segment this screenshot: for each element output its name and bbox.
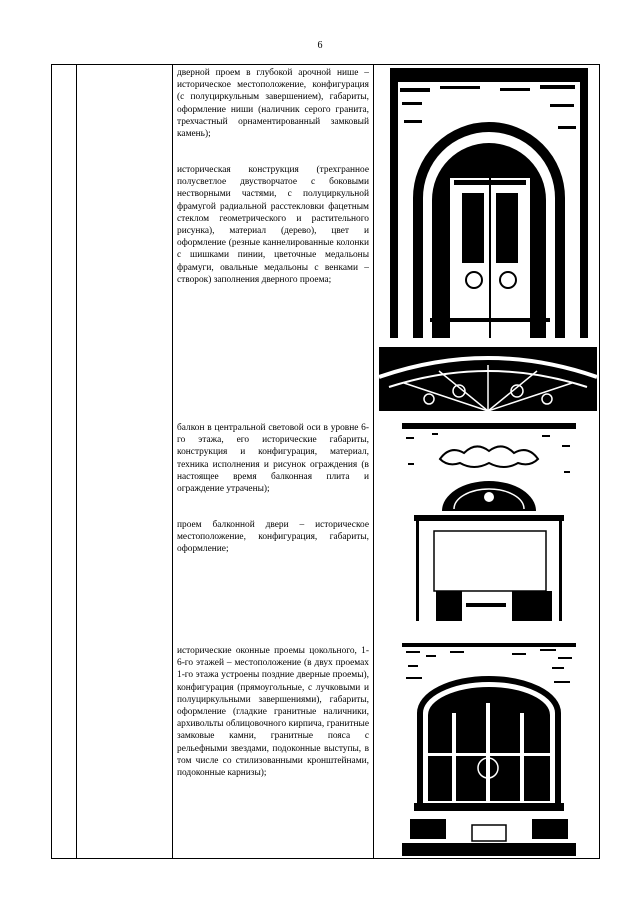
photo-balcony-door: [402, 423, 576, 621]
paragraph-doorway: дверной проем в глубокой арочной нише – историческое местоположение, конфигурация (с полуциркульным завершением), габариты, оформление ниши (наличник серого гранита, трехчастный орнаментированный замковый камень);: [177, 68, 369, 140]
photo-fanlight-detail: [379, 347, 597, 411]
number-cell: [52, 65, 77, 859]
page-number: 6: [317, 40, 323, 51]
paragraph-windows: исторические оконные проемы цокольного, 1-6-го этажей – местоположение (в двух проемах 1-го этажа устроены поздние дверные проемы), конфигурация (прямоугольные, с лучковыми и полуциркульными завершениями), габариты, оформление (гладкие гранитные наличники, архивольты облицовочного кирпича, гранитные замковые камни, гранитные пояса с рельефными звездами, подоконные выступы, в том числе со стилизованными кронштейнами, подоконные карнизы);: [177, 646, 369, 779]
photos-cell: [374, 65, 600, 859]
table-row: [52, 65, 600, 859]
photo-window: [402, 643, 576, 856]
object-cell: [77, 65, 173, 859]
paragraph-balcony-door: проем балконной двери – историческое местоположение, конфигурация, габариты, оформление;: [177, 520, 369, 555]
document-table: [51, 64, 600, 859]
paragraph-door-construction: историческая конструкция (трехгранное полусветлое двустворчатое с боковыми нестворными частями, с полуциркульной фрамугой радиальной расстекловки фацетным стеклом геометрического и растительного рисунка), материал (дерево), цвет и оформление (резные каннелированные колонки с шишками пинии, цветочные медальоны фрамуги, овальные медальоны с венками – створок) заполнения дверного проема;: [177, 165, 369, 285]
photo-arched-doorway: [390, 68, 588, 338]
paragraph-balcony: балкон в центральной световой оси в уровне 6-го этажа, его исторические габариты, конструкция и конфигурация, материал, техника исполнения и рисунок ограждения (в настоящее время балконная плита и ограждение утрачены);: [177, 423, 369, 495]
description-cell: [173, 65, 374, 859]
